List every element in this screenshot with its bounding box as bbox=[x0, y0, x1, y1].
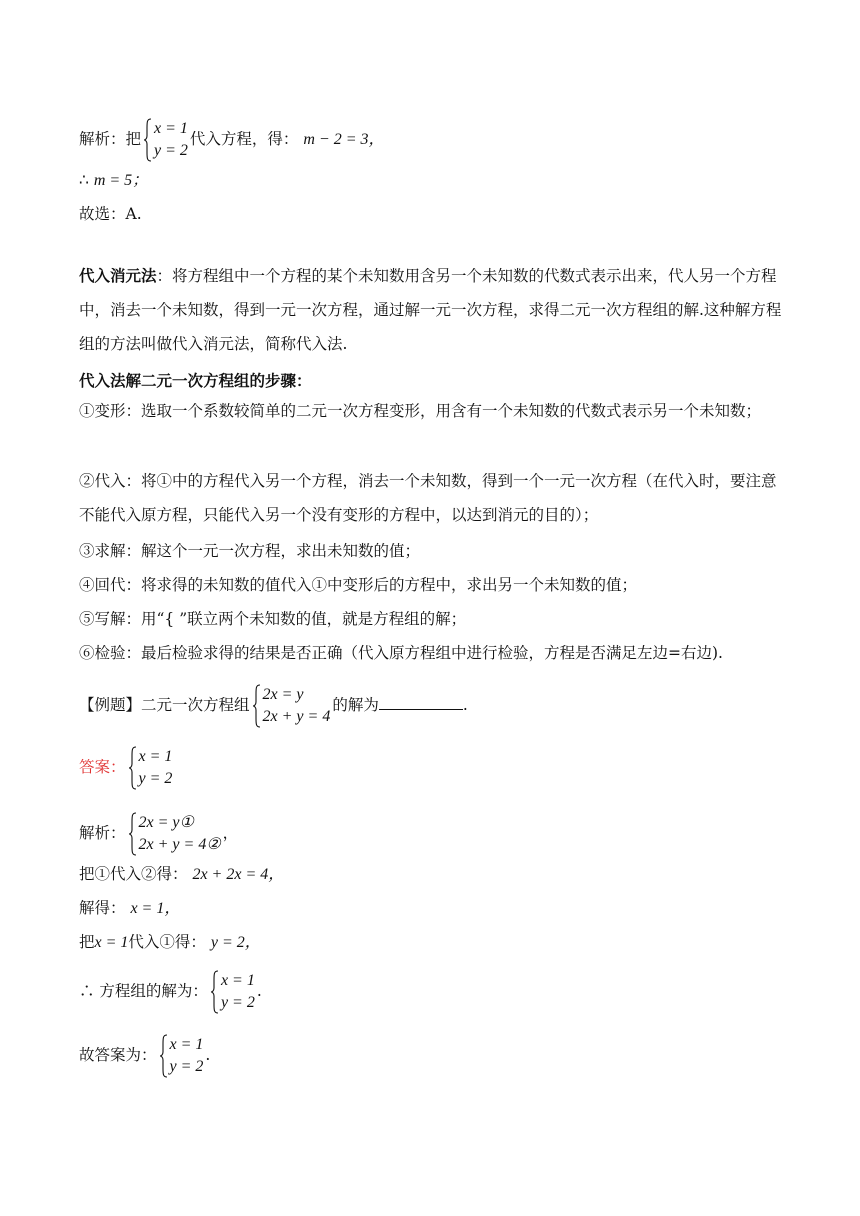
analysis-step bbox=[79, 898, 180, 919]
equation-system bbox=[159, 1034, 204, 1078]
equation-system bbox=[128, 746, 173, 790]
equation-system bbox=[143, 118, 188, 162]
system-row: x = 1 bbox=[169, 1036, 204, 1053]
system-row: 2x + y = 4 bbox=[262, 708, 331, 725]
example-label: 【例题】二元一次方程组 bbox=[79, 696, 250, 714]
equation-system bbox=[128, 812, 221, 856]
example-line bbox=[79, 684, 468, 728]
solution-label: 解析：把 bbox=[79, 130, 142, 148]
left-brace-icon bbox=[143, 118, 152, 162]
system-row: x = 1 bbox=[138, 748, 173, 765]
text-run: 故答案为： bbox=[79, 1046, 157, 1064]
system-row: y = 2 bbox=[220, 994, 255, 1011]
therefore-symbol: ∴ bbox=[79, 171, 89, 189]
final-answer-line bbox=[79, 1034, 210, 1078]
analysis-step bbox=[79, 864, 284, 885]
equation: x = 1 bbox=[94, 934, 129, 951]
text-run: 解得： bbox=[79, 899, 126, 917]
left-brace-icon bbox=[159, 1034, 168, 1078]
text-run: . bbox=[205, 1046, 211, 1064]
left-brace-icon bbox=[128, 746, 137, 790]
text-run: 代入方程，得： bbox=[189, 130, 299, 148]
equation: x = 1， bbox=[130, 900, 181, 917]
system-row: 2x = y① bbox=[138, 814, 194, 831]
answer-blank bbox=[379, 695, 463, 710]
step-item: ①变形：选取一个系数较简单的二元一次方程变形，用含有一个未知数的代数式表示另一个未知数； bbox=[79, 402, 762, 420]
system-row: x = 1 bbox=[220, 972, 255, 989]
method-term: 代入消元法 bbox=[79, 266, 157, 285]
system-row: y = 2 bbox=[154, 142, 188, 159]
system-row: y = 2 bbox=[169, 1058, 204, 1075]
analysis-label: 解析： bbox=[79, 824, 126, 842]
system-row: 2x = y bbox=[262, 686, 304, 703]
system-row: x = 1 bbox=[154, 120, 188, 137]
left-brace-icon bbox=[252, 684, 261, 728]
text-run: 把①代入②得： bbox=[79, 865, 188, 883]
text-run: 代入①得： bbox=[128, 933, 206, 951]
steps-heading: 代入法解二元一次方程组的步骤： bbox=[79, 371, 312, 390]
equation: y = 2， bbox=[210, 934, 261, 951]
answer-line bbox=[79, 746, 174, 790]
method-text: ：将方程组中一个方程的某个未知数用含另一个未知数的代数式表示出来，代人另一个方程中，消去一个未知数，得到一元一次方程，通过解一元一次方程，求得二元一次方程组的解.这种解方程组的方法叫做代入消元法，简称代入法. bbox=[79, 267, 782, 353]
left-brace-icon bbox=[210, 970, 219, 1014]
step-item: ④回代：将求得的未知数的值代入①中变形后的方程中，求出另一个未知数的值； bbox=[79, 576, 638, 594]
choice-line: 故选：A. bbox=[79, 205, 142, 223]
method-definition bbox=[79, 259, 787, 361]
equation: 2x + 2x = 4， bbox=[192, 866, 285, 883]
answer-label: 答案： bbox=[79, 758, 126, 776]
text-run: . bbox=[462, 696, 468, 714]
solution-line bbox=[79, 970, 262, 1014]
text-run: ， bbox=[222, 824, 239, 842]
equation: m − 2 = 3， bbox=[303, 131, 385, 148]
left-brace-icon bbox=[128, 812, 137, 856]
therefore-line bbox=[79, 170, 148, 191]
text-run: 把 bbox=[79, 933, 95, 951]
step-item: ③求解：解这个一元一次方程，求出未知数的值； bbox=[79, 542, 421, 560]
analysis-step bbox=[79, 932, 261, 953]
system-row: 2x + y = 4② bbox=[138, 836, 221, 853]
text-run: 的解为 bbox=[332, 696, 379, 714]
text-run: . bbox=[256, 982, 262, 1000]
equation-system bbox=[210, 970, 255, 1014]
step-item: ⑤写解：用“{ ”联立两个未知数的值，就是方程组的解； bbox=[79, 610, 467, 628]
system-row: y = 2 bbox=[138, 770, 173, 787]
top-solution-line bbox=[79, 118, 385, 162]
analysis-line bbox=[79, 812, 238, 856]
text-run: ∴ 方程组的解为： bbox=[79, 982, 208, 1000]
equation: m = 5； bbox=[93, 172, 149, 189]
step-item: ②代入：将①中的方程代入另一个方程，消去一个未知数，得到一个一元一次方程（在代入时，要注意不能代入原方程，只能代入另一个没有变形的方程中，以达到消元的目的）； bbox=[79, 472, 777, 524]
equation-system bbox=[252, 684, 331, 728]
step-item: ⑥检验：最后检验求得的结果是否正确（代入原方程组中进行检验，方程是否满足左边=右边). bbox=[79, 644, 723, 662]
